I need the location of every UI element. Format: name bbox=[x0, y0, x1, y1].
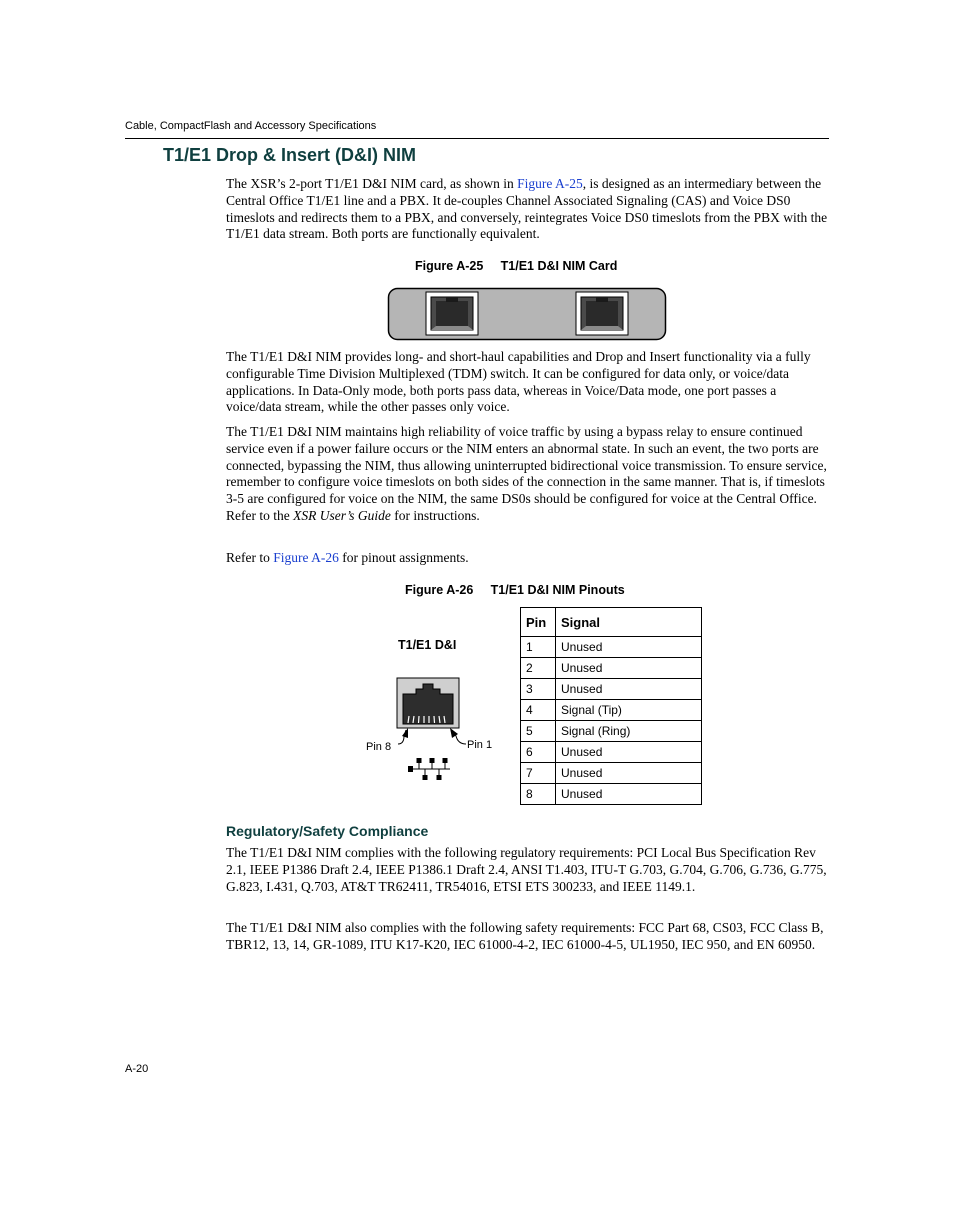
table-row bbox=[521, 637, 702, 658]
rj45-port-left bbox=[426, 292, 478, 335]
pinout-ref-text-a: Refer to bbox=[226, 550, 274, 565]
intro-text-a: The XSR’s 2-port T1/E1 D&I NIM card, as shown in bbox=[226, 176, 518, 191]
page-number: A-20 bbox=[125, 1063, 149, 1075]
intro-paragraph bbox=[226, 176, 829, 243]
users-guide-title: XSR User’s Guide bbox=[293, 507, 391, 523]
safety-paragraph: The T1/E1 D&I NIM also complies with the following safety requirements: FCC Part 68, CS03, FCC Class B, TBR12, 13, 14, GR-1089, ITU K17-K20, IEC 61000-4-2, IEC 61000-4-5, UL1950, IEC 950, and EN 60950. bbox=[226, 920, 824, 952]
pin-cell: 4 bbox=[521, 700, 556, 721]
table-row bbox=[521, 742, 702, 763]
figure-a25-link[interactable]: Figure A-25 bbox=[517, 176, 583, 191]
column-header-pin: Pin bbox=[521, 608, 556, 637]
figure-a25-caption: Figure A-25 T1/E1 D&I NIM Card bbox=[415, 259, 618, 273]
connector-label: T1/E1 D&I bbox=[398, 638, 457, 652]
regulatory-heading: Regulatory/Safety Compliance bbox=[226, 823, 429, 839]
signal-cell: Unused bbox=[556, 637, 702, 658]
intro-text-b: , is designed as an intermediary between the Central Office T1/E1 line and a PBX. It de-couples Channel Associated Signaling (CAS) and Voice DS0 timeslots and redirects them to a PBX, and conversely, reintegrates Voice DS0 timeslots from the PBX with the T1/E1 data stream. Both ports are functionally equivalent. bbox=[226, 176, 828, 242]
table-row bbox=[521, 658, 702, 679]
regulatory-paragraph: The T1/E1 D&I NIM complies with the following regulatory requirements: PCI Local Bus Specification Rev 2.1, IEEE P1386 Draft 2.4, IEEE P1386.1 Draft 2.4, ANSI T1.403, ITU-T G.703, G.704, G.706, G.736, G.775, G.823, I.431, Q.703, AT&T TR62411, TR54016, ETSI ETS 300233, and IEEE 1149.1. bbox=[226, 845, 827, 894]
rj45-port-right bbox=[576, 292, 628, 335]
pin-cell: 2 bbox=[521, 658, 556, 679]
signal-cell: Unused bbox=[556, 679, 702, 700]
table-row bbox=[521, 679, 702, 700]
pin-cell: 6 bbox=[521, 742, 556, 763]
table-header-row bbox=[521, 608, 702, 637]
reliability-text-b: for instructions. bbox=[390, 507, 480, 523]
signal-cell: Unused bbox=[556, 784, 702, 805]
pin-cell: 1 bbox=[521, 637, 556, 658]
figure-a26-caption: Figure A-26 T1/E1 D&I NIM Pinouts bbox=[405, 583, 625, 597]
running-header: Cable, CompactFlash and Accessory Specifications bbox=[125, 120, 377, 132]
section-title: T1/E1 Drop & Insert (D&I) NIM bbox=[163, 145, 417, 165]
reliability-text-a: The T1/E1 D&I NIM maintains high reliability of voice traffic by using a bypass relay to ensure continued service even if a power failure occurs or the NIM enters an abnormal state. In such an event, the two ports are connected, bypassing the NIM, thus allowing uninterrupted bidirectional voice transmission. To ensure service, remember to configure voice timeslots on both sides of the connection in the same manner. That is, if timeslots 3-5 are configured for voice on the NIM, the same DS0s should be configured for voice at the Central Office. Refer to the bbox=[226, 424, 827, 523]
signal-cell: Unused bbox=[556, 742, 702, 763]
pin1-label: Pin 1 bbox=[467, 739, 493, 751]
nim-card-figure bbox=[387, 287, 667, 341]
signal-cell: Unused bbox=[556, 763, 702, 784]
table-row bbox=[521, 700, 702, 721]
pin-cell: 7 bbox=[521, 763, 556, 784]
signal-cell: Unused bbox=[556, 658, 702, 679]
signal-cell: Signal (Ring) bbox=[556, 721, 702, 742]
capabilities-paragraph: The T1/E1 D&I NIM provides long- and short-haul capabilities and Drop and Insert functionality via a fully configurable Time Division Multiplexed (TDM) switch. It can be configured for data only, or voice/data applications. In Data-Only mode, both ports pass data, whereas in Voice/Data mode, one port passes a voice/data stream, while the other passes only voice. bbox=[226, 349, 811, 415]
pin-arrows bbox=[392, 726, 472, 750]
header-rule bbox=[125, 138, 829, 139]
signal-cell: Signal (Tip) bbox=[556, 700, 702, 721]
column-header-signal: Signal bbox=[556, 608, 702, 637]
table-row bbox=[521, 721, 702, 742]
pinout-reference-paragraph bbox=[226, 550, 829, 567]
pinout-table bbox=[520, 607, 702, 805]
pin8-label: Pin 8 bbox=[366, 741, 392, 753]
table-row bbox=[521, 784, 702, 805]
table-row bbox=[521, 763, 702, 784]
network-symbol-icon bbox=[406, 757, 454, 781]
pin-cell: 3 bbox=[521, 679, 556, 700]
pin-cell: 5 bbox=[521, 721, 556, 742]
pin-cell: 8 bbox=[521, 784, 556, 805]
pinout-ref-text-b: for pinout assignments. bbox=[338, 550, 469, 565]
figure-a26-link[interactable]: Figure A-26 bbox=[273, 550, 339, 565]
reliability-paragraph bbox=[226, 424, 829, 525]
